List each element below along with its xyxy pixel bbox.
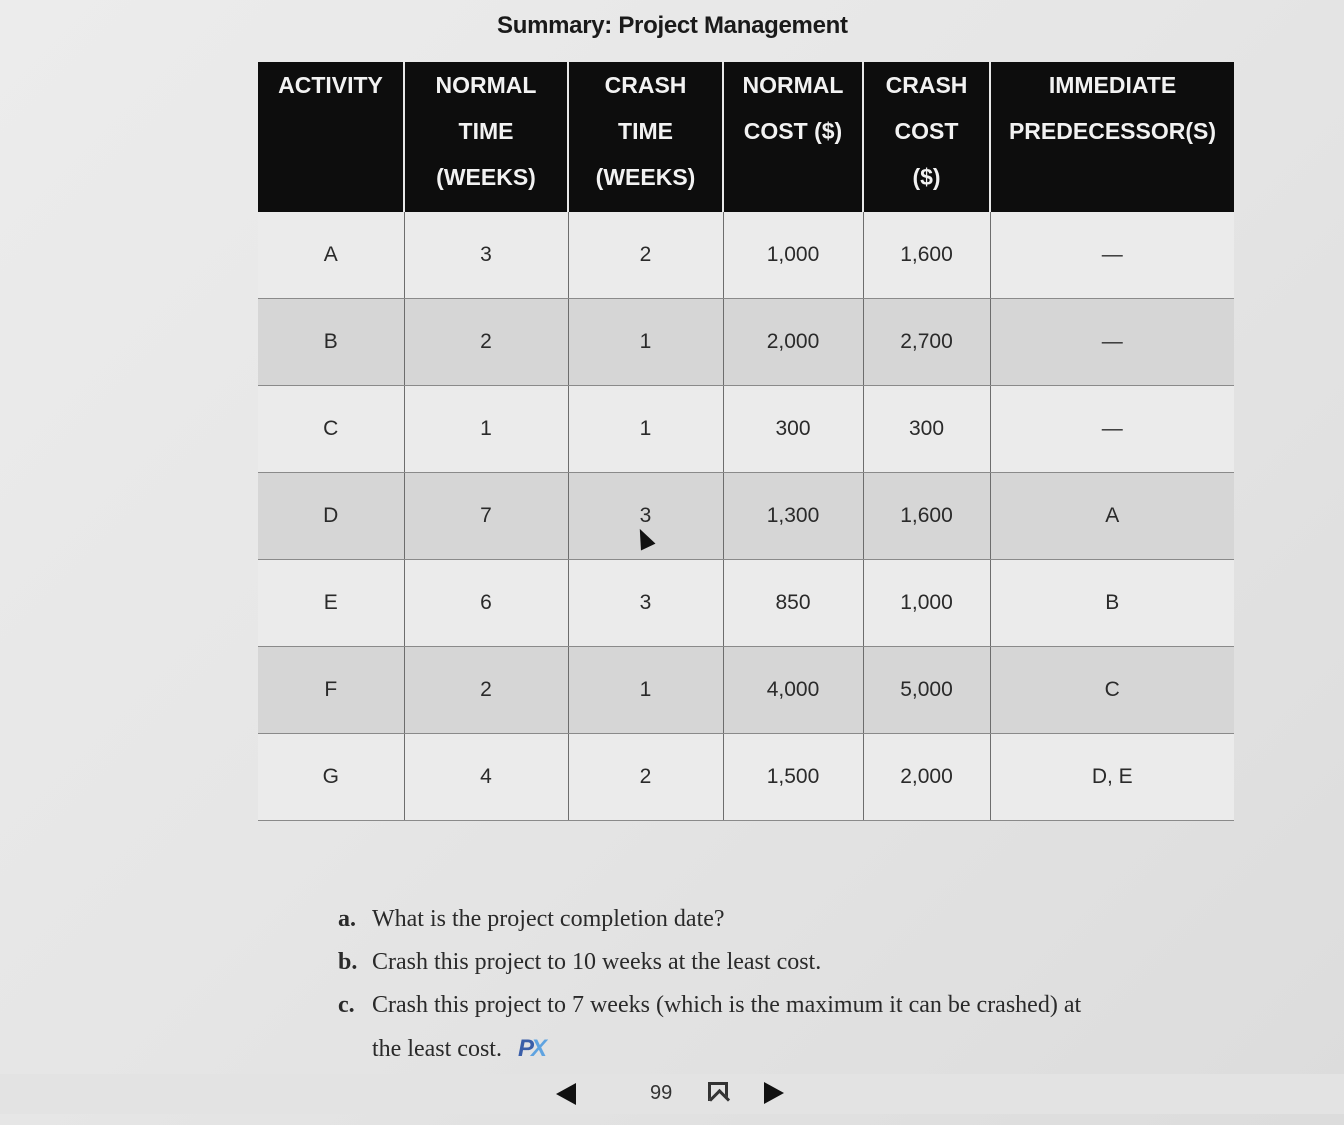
question-text: Crash this project to 7 weeks (which is the maximum it can be crashed) at: [372, 992, 1082, 1018]
col-header-predecessors: IMMEDIATE PREDECESSOR(S): [990, 62, 1234, 212]
table-row: [258, 473, 1234, 560]
table-row: [258, 560, 1234, 647]
col-header-crash-time: CRASH TIME (WEEKS): [568, 62, 723, 212]
cell-activity: F: [258, 647, 404, 734]
page-title: Summary: Project Management: [497, 12, 848, 39]
cell-crash-cost: 2,000: [863, 734, 990, 821]
question-c-continuation: [338, 1027, 1198, 1070]
cell-normal-time: 2: [404, 647, 568, 734]
cell-activity: D: [258, 473, 404, 560]
px-icon[interactable]: PX: [517, 1035, 544, 1062]
cell-crash-time: 3: [568, 560, 723, 647]
cell-normal-time: 2: [404, 299, 568, 386]
question-list: [338, 898, 1198, 1070]
cell-predecessors: B: [990, 560, 1234, 647]
cell-crash-cost: 1,000: [863, 560, 990, 647]
question-text: Crash this project to 10 weeks at the least cost.: [372, 949, 822, 975]
cell-normal-cost: 2,000: [723, 299, 863, 386]
question-letter: a.: [338, 906, 356, 932]
cell-normal-time: 6: [404, 560, 568, 647]
cell-normal-cost: 850: [723, 560, 863, 647]
previous-page-icon[interactable]: [556, 1083, 576, 1105]
question-letter: c.: [338, 992, 355, 1018]
cell-activity: B: [258, 299, 404, 386]
cell-activity: C: [258, 386, 404, 473]
page-navigation-bar: [0, 1074, 1344, 1114]
cell-normal-time: 3: [404, 212, 568, 299]
cell-activity: G: [258, 734, 404, 821]
cell-normal-cost: 1,000: [723, 212, 863, 299]
cell-crash-cost: 1,600: [863, 473, 990, 560]
table-row: [258, 734, 1234, 821]
cell-predecessors: —: [990, 299, 1234, 386]
cell-normal-cost: 1,500: [723, 734, 863, 821]
question-c: [338, 984, 1198, 1027]
cell-normal-cost: 4,000: [723, 647, 863, 734]
cell-crash-time: 2: [568, 212, 723, 299]
col-header-normal-cost: NORMAL COST ($): [723, 62, 863, 212]
cell-activity: A: [258, 212, 404, 299]
cell-normal-time: 4: [404, 734, 568, 821]
col-header-activity: ACTIVITY: [258, 62, 404, 212]
cell-crash-time: 1: [568, 299, 723, 386]
table-row: [258, 299, 1234, 386]
cell-normal-cost: 1,300: [723, 473, 863, 560]
cell-normal-cost: 300: [723, 386, 863, 473]
cell-predecessors: —: [990, 386, 1234, 473]
question-text: the least cost.: [372, 1036, 502, 1062]
project-summary-table: [258, 62, 1234, 821]
col-header-normal-time: NORMAL TIME (WEEKS): [404, 62, 568, 212]
cell-normal-time: 1: [404, 386, 568, 473]
cell-predecessors: A: [990, 473, 1234, 560]
table-row: [258, 647, 1234, 734]
question-a: [338, 898, 1198, 941]
cell-crash-time: 2: [568, 734, 723, 821]
cell-crash-cost: 2,700: [863, 299, 990, 386]
table-row: [258, 386, 1234, 473]
question-text: What is the project completion date?: [372, 906, 725, 932]
question-letter: b.: [338, 949, 358, 975]
header-row: [258, 62, 1234, 212]
col-header-crash-cost: CRASH COST ($): [863, 62, 990, 212]
cell-predecessors: D, E: [990, 734, 1234, 821]
bookmark-icon[interactable]: [708, 1082, 728, 1101]
cell-crash-time: 1: [568, 386, 723, 473]
cell-crash-time: 3: [568, 473, 723, 560]
cell-predecessors: C: [990, 647, 1234, 734]
page-number: 99: [650, 1082, 673, 1104]
cell-normal-time: 7: [404, 473, 568, 560]
cell-crash-cost: 300: [863, 386, 990, 473]
table-row: [258, 212, 1234, 299]
cell-crash-cost: 5,000: [863, 647, 990, 734]
cell-predecessors: —: [990, 212, 1234, 299]
question-b: [338, 941, 1198, 984]
next-page-icon[interactable]: [764, 1082, 784, 1104]
cell-crash-time: 1: [568, 647, 723, 734]
cell-activity: E: [258, 560, 404, 647]
cell-crash-cost: 1,600: [863, 212, 990, 299]
